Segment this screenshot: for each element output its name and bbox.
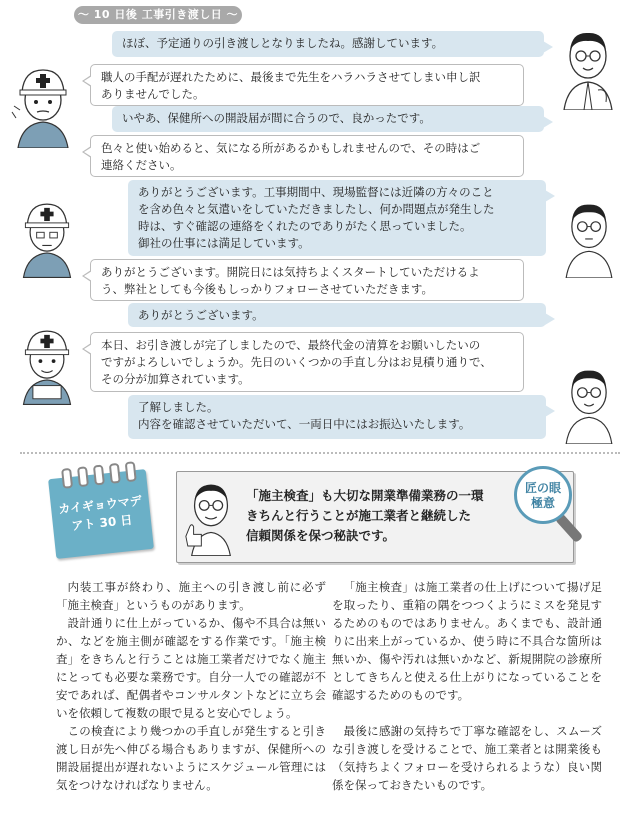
body-column-right: [332, 578, 602, 794]
badge-line-2: 極意: [530, 496, 555, 510]
bubble-line: 色々と使い始めると、気になる所があるかもしれませんので、その時はご: [101, 141, 481, 155]
advisor-thumbs-up-icon: [182, 478, 240, 556]
tip-line: 信頼関係を保つ秘訣です。: [246, 528, 396, 543]
bubble-line: う、弊社としても今後もしっかりフォローさせていただきます。: [101, 282, 434, 296]
tip-text: [246, 486, 546, 546]
contractor-bubble: [90, 332, 524, 392]
client-bubble: [112, 31, 544, 57]
bubble-line: 御社の仕事には満足しています。: [138, 236, 310, 250]
calendar-line-2: アト 30 日: [70, 512, 134, 534]
body-paragraph: 「施主検査」は施工業者の仕上げについて揚げ足を取ったり、重箱の隅をつつくようにミスを発見するためのものではありません。あくまでも、設計通りに出来上がっているか、使う時に不具合な箇所は無いか、傷や汚れは無いかなど、新規開院の診療所としてきちんと使える仕上がりになっていることを確認するためのものです。: [332, 580, 602, 702]
client-doctor-avatar-icon: [558, 26, 618, 110]
client-bubble: [128, 180, 546, 256]
bubble-line: 内容を確認させていただいて、一両日中にはお振込いたします。: [138, 417, 471, 431]
contractor-bubble: [90, 135, 524, 177]
contractor-helmet-avatar-icon: [16, 322, 78, 406]
client-doctor-avatar-icon: [560, 198, 618, 278]
bubble-line: 本日、お引き渡しが完了しましたので、最終代金の清算をお願いしたいの: [101, 338, 481, 352]
section-divider: [20, 452, 620, 454]
contractor-helmet-avatar-icon: [10, 62, 76, 148]
tip-line: きちんと行うことが施工業者と継続した: [246, 508, 472, 523]
bubble-line: を含め色々と気遣いをしていただきましたし、何か問題点が発生した: [138, 202, 495, 216]
bubble-line: ありませんでした。: [101, 87, 205, 101]
section-label: 〜 10 日後 工事引き渡し日 〜: [74, 6, 242, 24]
calendar-rings-icon: [48, 469, 145, 479]
client-bubble: [128, 395, 546, 439]
bubble-line: 時は、すぐ確認の連絡をくれたのでありがたく思っていました。: [138, 219, 472, 233]
bubble-line: ほぼ、予定通りの引き渡しとなりましたね。感謝しています。: [122, 36, 444, 50]
body-paragraph: 最後に感謝の気持ちで丁寧な確認をし、スムーズな引き渡しを受けることで、施工業者とは開業後も（気持ちよくフォローを受けられるような）良い関係を保っておきたいものです。: [332, 724, 602, 792]
client-bubble: [128, 303, 546, 327]
bubble-line: ありがとうございます。工事期間中、現場監督には近隣の方々のこと: [138, 185, 494, 199]
contractor-bubble: [90, 259, 524, 301]
contractor-helmet-avatar-icon: [16, 196, 78, 278]
contractor-bubble: [90, 64, 524, 106]
bubble-line: 職人の手配が遅れたために、最後まで先生をハラハラさせてしまい申し訳: [101, 70, 481, 84]
bubble-line: 了解しました。: [138, 400, 219, 414]
bubble-line: 連絡ください。: [101, 158, 182, 172]
bubble-line: ですがよろしいでしょうか。先日のいくつかの手直し分はお見積り通りで、: [101, 355, 492, 369]
body-column-left: [56, 578, 326, 794]
bubble-line: ありがとうございます。: [138, 308, 264, 322]
takumi-eye-badge: [514, 466, 572, 524]
calendar-line-1: カイギョウマデ: [57, 493, 143, 517]
body-paragraph: 設計通りに仕上がっているか、傷や不具合は無いか、などを施主側が確認をする作業です。「施主検査」をきちんと行うことは施工業者だけでなく施主にとっても必要な業務です。自分一人での確認が不安であれば、配偶者やコンサルタントなどに立ち会いを依頼して複数の眼で見ると安心でしょう。: [56, 616, 326, 720]
client-bubble: [112, 106, 544, 132]
client-doctor-avatar-icon: [560, 364, 618, 444]
body-paragraph: 内装工事が終わり、施主への引き渡し前に必ず「施主検査」というものがあります。: [56, 580, 326, 612]
countdown-calendar: [48, 469, 154, 559]
body-paragraph: この検査により幾つかの手直しが発生すると引き渡し日が先へ伸びる場合もありますが、保健所への開設届提出が遅れないようにスケジュール管理には気をつけなければなりません。: [56, 724, 326, 792]
tip-line: 「施主検査」も大切な開業準備業務の一環: [246, 488, 484, 503]
bubble-line: いやあ、保健所への開設届が間に合うので、良かったです。: [122, 111, 431, 125]
bubble-line: ありがとうございます。開院日には気持ちよくスタートしていただけるよ: [101, 265, 480, 279]
calendar-text: [56, 492, 145, 537]
badge-line-1: 匠の眼: [524, 481, 561, 495]
bubble-line: その分が加算されています。: [101, 372, 250, 386]
